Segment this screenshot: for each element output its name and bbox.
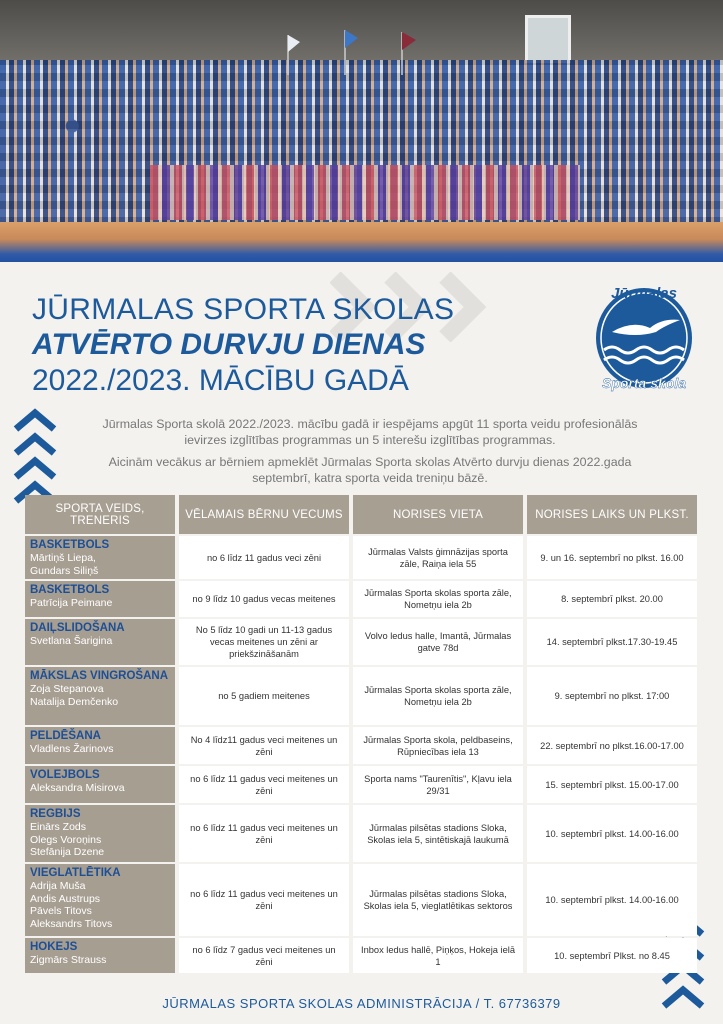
time-cell: 15. septembrī plkst. 15.00-17.00 xyxy=(527,766,697,803)
coach-name: Stefānija Dzene xyxy=(30,846,105,858)
sport-cell xyxy=(25,581,175,617)
table-row xyxy=(25,805,698,862)
logo-top-text: Jūrmalas xyxy=(611,285,677,302)
sport-cell xyxy=(25,766,175,803)
intro-text xyxy=(100,416,640,492)
time-cell: 9. septembrī no plkst. 17:00 xyxy=(527,667,697,725)
time-cell: 10. septembrī plkst. 14.00-16.00 xyxy=(527,805,697,862)
header-age: VĒLAMAIS BĒRNU VECUMS xyxy=(179,495,349,534)
sport-name: PELDĒŠANA xyxy=(30,730,101,742)
sport-cell xyxy=(25,805,175,862)
age-cell: No 4 līdz11 gadus veci meitenes un zēni xyxy=(179,727,349,764)
coach-name: Adrija Muša xyxy=(30,880,86,892)
coach-name: Aleksandra Misirova xyxy=(30,782,125,794)
gym-window xyxy=(525,15,571,63)
table-row xyxy=(25,938,698,973)
sport-cell xyxy=(25,619,175,665)
place-cell: Jūrmalas pilsētas stadions Sloka, Skolas iela 5, sintētiskajā laukumā xyxy=(353,805,523,862)
table-row xyxy=(25,619,698,665)
sport-name: DAIĻSLIDOŠANA xyxy=(30,622,125,634)
coach-name: Olegs Voroņins xyxy=(30,833,102,846)
table-header xyxy=(25,495,698,534)
place-cell: Jūrmalas Valsts ģimnāzijas sporta zāle, Raiņa iela 55 xyxy=(353,536,523,579)
table-row xyxy=(25,727,698,764)
time-cell: 10. septembrī Plkst. no 8.45 xyxy=(527,938,697,973)
coach-name: Vladlens Žarinovs xyxy=(30,743,114,755)
sport-cell xyxy=(25,938,175,973)
time-cell: 22. septembrī no plkst.16.00-17.00 xyxy=(527,727,697,764)
logo-bottom-text: Sporta skola xyxy=(601,375,687,391)
place-cell: Jūrmalas Sporta skola, peldbaseins, Rūpniecības iela 13 xyxy=(353,727,523,764)
intro-paragraph-1: Jūrmalas Sporta skolā 2022./2023. mācību gadā ir iespējams apgūt 11 sporta veidu profesionālās ievirzes izglītības programmas un 5 interešu izglītības programmas. xyxy=(102,417,638,447)
title-line-1: JŪRMALAS SPORTA SKOLAS xyxy=(32,293,455,326)
front-row-gymnasts xyxy=(150,165,580,220)
age-cell: No 5 līdz 10 gadi un 11-13 gadus vecas meitenes un zēni ar priekšzināšanām xyxy=(179,619,349,665)
sport-name: REGBIJS xyxy=(30,808,81,820)
table-row xyxy=(25,667,698,725)
age-cell: no 6 līdz 7 gadus veci meitenes un zēni xyxy=(179,938,349,973)
sport-cell xyxy=(25,864,175,936)
coach-name: Svetlana Šarigina xyxy=(30,635,113,647)
coach-name: Zigmārs Strauss xyxy=(30,954,107,966)
sport-name: BASKETBOLS xyxy=(30,584,110,596)
coach-name: Zoja Stepanova xyxy=(30,683,104,695)
flags xyxy=(270,30,430,75)
header-place: NORISES VIETA xyxy=(353,495,523,534)
place-cell: Jūrmalas pilsētas stadions Sloka, Skolas iela 5, vieglatlētikas sektoros xyxy=(353,864,523,936)
coach-name: Andis Austrups xyxy=(30,892,101,905)
place-cell: Sporta nams "Taurenītis", Kļavu iela 29/31 xyxy=(353,766,523,803)
title-line-2: ATVĒRTO DURVJU DIENAS xyxy=(32,328,426,361)
sport-name: BASKETBOLS xyxy=(30,539,110,551)
footer-contact: JŪRMALAS SPORTA SKOLAS ADMINISTRĀCIJA / T. 67736379 xyxy=(162,996,561,1011)
table-row xyxy=(25,864,698,936)
age-cell: no 5 gadiem meitenes xyxy=(179,667,349,725)
school-logo xyxy=(592,276,696,396)
coach-name: Mārtiņš Liepa, xyxy=(30,552,96,564)
age-cell: no 9 līdz 10 gadus vecas meitenes xyxy=(179,581,349,617)
age-cell: no 6 līdz 11 gadus veci meitenes un zēni xyxy=(179,766,349,803)
time-cell: 8. septembrī plkst. 20.00 xyxy=(527,581,697,617)
time-cell: 10. septembrī plkst. 14.00-16.00 xyxy=(527,864,697,936)
sport-cell xyxy=(25,667,175,725)
team-photo xyxy=(0,0,723,265)
age-cell: no 6 līdz 11 gadus veci zēni xyxy=(179,536,349,579)
place-cell: Inbox ledus hallē, Piņķos, Hokeja ielā 1 xyxy=(353,938,523,973)
sport-cell xyxy=(25,727,175,764)
place-cell: Jūrmalas Sporta skolas sporta zāle, Nometņu iela 2b xyxy=(353,581,523,617)
schedule-table xyxy=(25,495,698,973)
table-row xyxy=(25,536,698,579)
coach-name: Aleksandrs Titovs xyxy=(30,917,113,930)
sport-name: VIEGLATLĒTIKA xyxy=(30,867,121,879)
intro-paragraph-2: Aicinām vecākus ar bērniem apmeklēt Jūrmalas Sporta skolas Atvērto durvju dienas 2022.gada septembrī, katra sporta veida treniņu bāzē. xyxy=(108,455,632,485)
age-cell: no 6 līdz 11 gadus veci meitenes un zēni xyxy=(179,864,349,936)
header-time: NORISES LAIKS UN PLKST. xyxy=(527,495,697,534)
coach-name: Natalija Demčenko xyxy=(30,695,119,708)
time-cell: 14. septembrī plkst.17.30-19.45 xyxy=(527,619,697,665)
age-cell: no 6 līdz 11 gadus veci meitenes un zēni xyxy=(179,805,349,862)
coach-name: Gundars Siliņš xyxy=(30,564,99,577)
sport-name: VOLEJBOLS xyxy=(30,769,100,781)
table-row xyxy=(25,581,698,617)
time-cell: 9. un 16. septembrī no plkst. 16.00 xyxy=(527,536,697,579)
header-sport: SPORTA VEIDS, TRENERIS xyxy=(25,495,175,534)
coach-name: Patrīcija Peimane xyxy=(30,597,113,609)
title-line-3: 2022./2023. MĀCĪBU GADĀ xyxy=(32,364,409,397)
left-chevrons-icon xyxy=(12,407,58,507)
place-cell: Volvo ledus halle, Imantā, Jūrmalas gatve 78d xyxy=(353,619,523,665)
table-row xyxy=(25,766,698,803)
sport-name: MĀKSLAS VINGROŠANA xyxy=(30,670,169,682)
coach-name: Einārs Zods xyxy=(30,821,87,833)
sport-name: HOKEJS xyxy=(30,941,78,953)
sport-cell xyxy=(25,536,175,579)
coach-name: Pāvels Titovs xyxy=(30,905,92,917)
place-cell: Jūrmalas Sporta skolas sporta zāle, Nometņu iela 2b xyxy=(353,667,523,725)
